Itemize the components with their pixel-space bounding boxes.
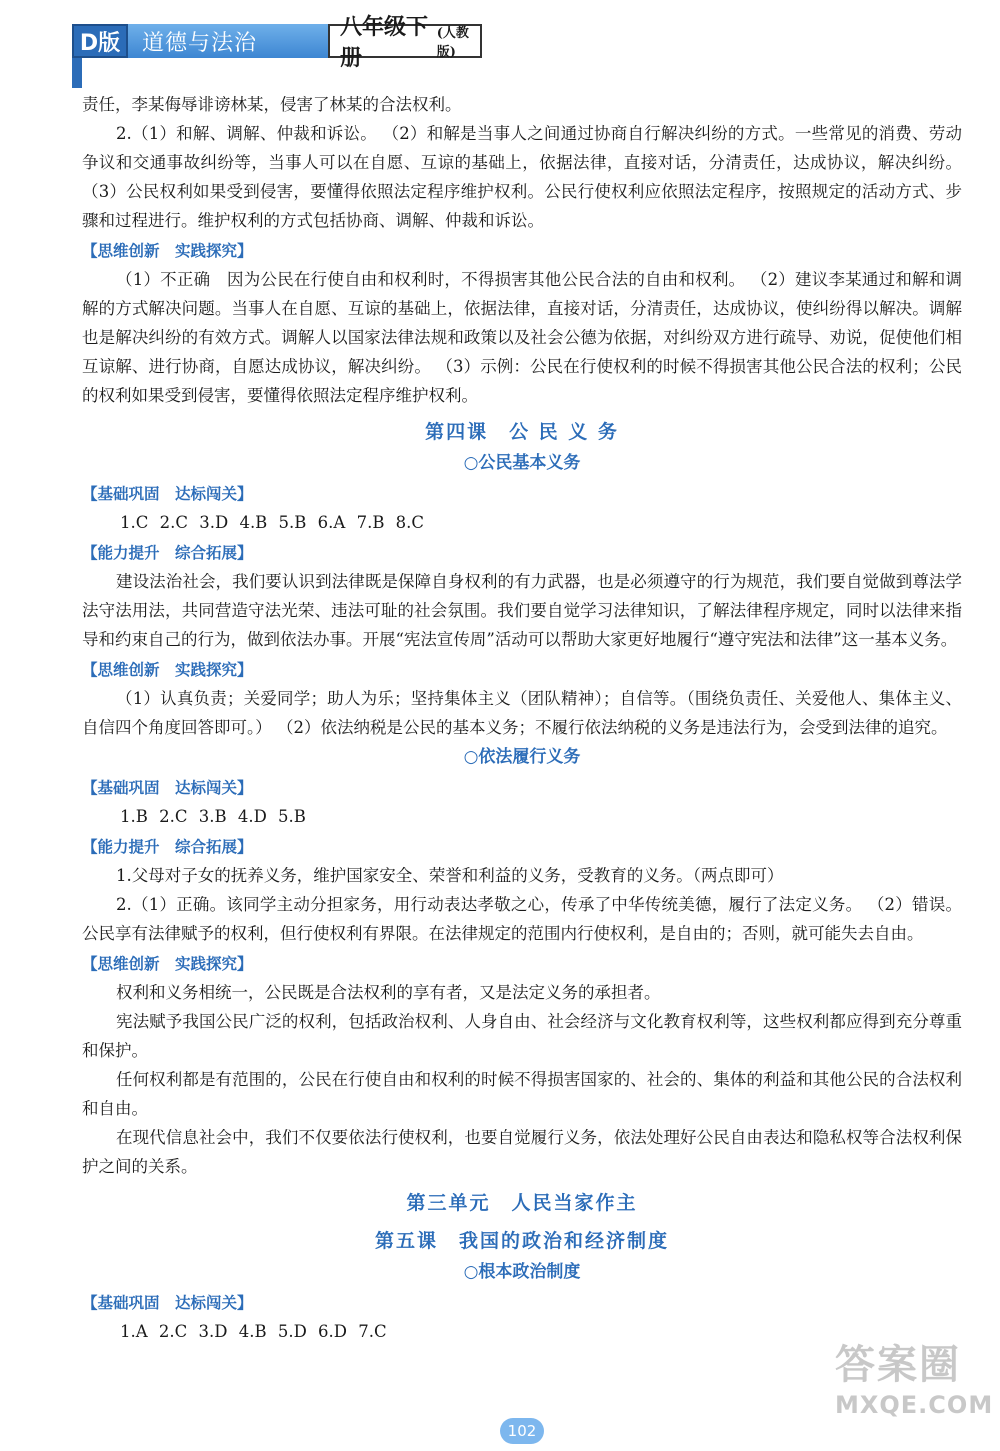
section-heading: ○依法履行义务 (463, 747, 581, 767)
paragraph: 任何权利都是有范围的，公民在行使自由和权利的时候不得损害国家的、社会的、集体的利益和其他公民的合法权利和自由。 (82, 1070, 962, 1118)
paragraph: 2.（1）正确。该同学主动分担家务，用行动表达孝敬之心，传承了中华传统美德，履行了法定义务。 （2）错误。公民享有法律赋予的权利，但行使权利有界限。在法律规定的范围内行使权利，是自由的；否则，就可能失去自由。 (82, 895, 962, 943)
subject-title: 道德与法治 (128, 24, 328, 58)
answer-list: 1.A 2.C 3.D 4.B 5.D 6.D 7.C (120, 1322, 387, 1341)
header-accent (72, 58, 82, 88)
lesson-heading: 第四课 公 民 义 务 (425, 421, 619, 443)
section-tag: 【基础巩固 达标闯关】 (82, 779, 253, 797)
answer-content (82, 90, 962, 1346)
watermark-logo (835, 1340, 994, 1440)
answer-list: 1.C 2.C 3.D 4.B 5.B 6.A 7.B 8.C (120, 513, 425, 532)
section-tag: 【思维创新 实践探究】 (82, 242, 253, 260)
paragraph: 1.父母对子女的抚养义务，维护国家安全、荣誉和利益的义务，受教育的义务。（两点即可） (116, 866, 784, 885)
page-header (72, 14, 482, 71)
edition-badge: D版 (72, 24, 128, 58)
edition-text: (人教版) (436, 26, 469, 60)
paragraph: 建设法治社会，我们要认识到法律既是保障自身权利的有力武器，也是必须遵守的行为规范，我们要自觉做到尊法学法守法用法，共同营造守法光荣、违法可耻的社会氛围。我们要自觉学习法律知识，了解法律程序规定，同时以法律来指导和约束自己的行为，做到依法办事。开展“宪法宣传周”活动可以帮助大家更好地履行“遵守宪法和法律”这一基本义务。 (82, 572, 962, 649)
section-tag: 【基础巩固 达标闯关】 (82, 485, 253, 503)
paragraph: 权利和义务相统一，公民既是合法权利的享有者，又是法定义务的承担者。 (116, 983, 661, 1002)
grade-text: 八年级下册 (340, 14, 429, 71)
section-tag: 【能力提升 综合拓展】 (82, 544, 253, 562)
watermark-url: MXQE.COM (835, 1391, 994, 1419)
answer-list: 1.B 2.C 3.B 4.D 5.B (120, 807, 306, 826)
watermark-text: 答案圈 (835, 1342, 961, 1388)
paragraph: 宪法赋予我国公民广泛的权利，包括政治权利、人身自由、社会经济与文化教育权利等，这些权利都应得到充分尊重和保护。 (82, 1012, 962, 1060)
section-tag: 【能力提升 综合拓展】 (82, 838, 253, 856)
paragraph: 在现代信息社会中，我们不仅要依法行使权利，也要自觉履行义务，依法处理好公民自由表达和隐私权等合法权利保护之间的关系。 (82, 1128, 962, 1176)
paragraph: （1）认真负责；关爱同学；助人为乐；坚持集体主义（团队精神）；自信等。（围绕负责任、关爱他人、集体主义、自信四个角度回答即可。） （2）依法纳税是公民的基本义务；不履行依法纳税的义务是违法行为，会受到法律的追究。 (82, 689, 962, 737)
section-tag: 【思维创新 实践探究】 (82, 661, 253, 679)
section-heading: ○根本政治制度 (463, 1262, 581, 1282)
paragraph: 责任，李某侮辱诽谤林某，侵害了林某的合法权利。 (82, 95, 462, 114)
paragraph: 2.（1）和解、调解、仲裁和诉讼。 （2）和解是当事人之间通过协商自行解决纠纷的方式。一些常见的消费、劳动争议和交通事故纠纷等，当事人可以在自愿、互谅的基础上，依据法律，直接对话，分清责任，达成协议，解决纠纷。 （3）公民权利如果受到侵害，要懂得依照法定程序维护权利。公民行使权利应依照法定程序，按照规定的活动方式、步骤和过程进行。维护权利的方式包括协商、调解、仲裁和诉讼。 (82, 124, 962, 230)
section-tag: 【思维创新 实践探究】 (82, 955, 253, 973)
section-tag: 【基础巩固 达标闯关】 (82, 1294, 253, 1312)
grade-label (328, 14, 482, 71)
lesson-heading: 第五课 我国的政治和经济制度 (374, 1230, 669, 1252)
section-heading: ○公民基本义务 (463, 453, 581, 473)
lesson-heading: 第三单元 人民当家作主 (406, 1192, 638, 1214)
page-number: 102 (500, 1418, 544, 1444)
paragraph: （1）不正确 因为公民在行使自由和权利时，不得损害其他公民合法的自由和权利。 （2）建议李某通过和解和调解的方式解决问题。当事人在自愿、互谅的基础上，依据法律，直接对话，分清责任，达成协议，使纠纷得以解决。调解也是解决纠纷的有效方式。调解人以国家法律法规和政策以及社会公德为依据，对纠纷双方进行疏导、劝说，促使他们相互谅解、进行协商，自愿达成协议，解决纠纷。 （3）示例：公民在行使权利的时候不得损害其他公民合法的权利；公民的权利如果受到侵害，要懂得依照法定程序维护权利。 (82, 270, 962, 405)
